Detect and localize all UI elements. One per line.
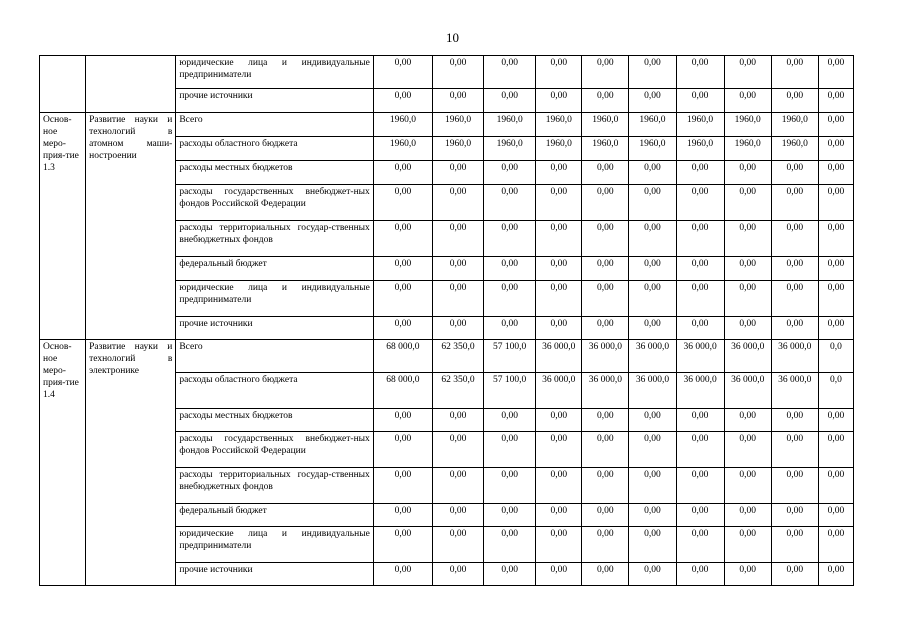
amount-cell: 57 100,0 bbox=[484, 340, 536, 373]
amount-cell: 0,00 bbox=[373, 409, 432, 432]
amount-cell: 36 000,0 bbox=[676, 373, 724, 409]
amount-cell: 1960,0 bbox=[536, 113, 582, 137]
amount-cell: 0,00 bbox=[582, 89, 629, 113]
amount-cell: 0,00 bbox=[484, 56, 536, 89]
amount-cell: 0,00 bbox=[676, 317, 724, 340]
amount-cell: 0,00 bbox=[373, 281, 432, 317]
amount-cell: 0,00 bbox=[536, 257, 582, 281]
amount-cell: 1960,0 bbox=[771, 113, 818, 137]
amount-cell: 0,00 bbox=[724, 504, 771, 527]
funding-source-cell: расходы местных бюджетов bbox=[176, 409, 373, 432]
amount-cell: 0,00 bbox=[484, 409, 536, 432]
amount-cell: 0,00 bbox=[629, 221, 676, 257]
amount-cell: 0,00 bbox=[582, 468, 629, 504]
amount-cell: 0,00 bbox=[582, 432, 629, 468]
amount-cell: 0,00 bbox=[818, 113, 853, 137]
amount-cell: 0,00 bbox=[432, 432, 483, 468]
amount-cell: 0,00 bbox=[536, 409, 582, 432]
amount-cell: 57 100,0 bbox=[484, 373, 536, 409]
amount-cell: 0,00 bbox=[724, 89, 771, 113]
amount-cell: 0,00 bbox=[724, 281, 771, 317]
amount-cell: 1960,0 bbox=[582, 137, 629, 161]
activity-code-cell: Основ-ное меро-прия-тие 1.4 bbox=[40, 340, 86, 586]
activity-name-cell: Развитие науки и технологий в атомном маши-ностроении bbox=[86, 113, 176, 340]
budget-table bbox=[39, 55, 854, 586]
amount-cell: 0,00 bbox=[373, 527, 432, 563]
amount-cell: 36 000,0 bbox=[724, 373, 771, 409]
amount-cell: 0,00 bbox=[818, 468, 853, 504]
activity-code-cell: Основ-ное меро-прия-тие 1.3 bbox=[40, 113, 86, 340]
funding-source-cell: федеральный бюджет bbox=[176, 504, 373, 527]
amount-cell: 0,00 bbox=[432, 468, 483, 504]
funding-source-cell: расходы территориальных государ-ственных внебюджетных фондов bbox=[176, 221, 373, 257]
amount-cell: 0,00 bbox=[484, 221, 536, 257]
amount-cell: 0,00 bbox=[582, 527, 629, 563]
amount-cell: 0,00 bbox=[771, 563, 818, 586]
amount-cell: 0,0 bbox=[818, 373, 853, 409]
table-row bbox=[40, 340, 854, 373]
funding-source-cell: расходы государственных внебюджет-ных фондов Российской Федерации bbox=[176, 432, 373, 468]
amount-cell: 0,00 bbox=[373, 221, 432, 257]
amount-cell: 0,00 bbox=[629, 432, 676, 468]
amount-cell: 0,00 bbox=[676, 563, 724, 586]
amount-cell: 0,00 bbox=[484, 563, 536, 586]
amount-cell: 0,00 bbox=[724, 409, 771, 432]
amount-cell: 1960,0 bbox=[484, 113, 536, 137]
amount-cell: 36 000,0 bbox=[536, 373, 582, 409]
amount-cell: 0,00 bbox=[432, 56, 483, 89]
funding-source-cell: юридические лица и индивидуальные предприниматели bbox=[176, 56, 373, 89]
amount-cell: 0,00 bbox=[724, 257, 771, 281]
amount-cell: 0,00 bbox=[676, 257, 724, 281]
amount-cell: 0,00 bbox=[373, 468, 432, 504]
amount-cell: 62 350,0 bbox=[432, 340, 483, 373]
amount-cell: 0,00 bbox=[536, 527, 582, 563]
amount-cell: 36 000,0 bbox=[582, 340, 629, 373]
amount-cell: 0,00 bbox=[432, 185, 483, 221]
amount-cell: 36 000,0 bbox=[771, 340, 818, 373]
amount-cell: 0,00 bbox=[536, 468, 582, 504]
amount-cell: 0,00 bbox=[432, 221, 483, 257]
amount-cell: 0,00 bbox=[771, 221, 818, 257]
amount-cell: 0,00 bbox=[536, 432, 582, 468]
amount-cell: 0,00 bbox=[818, 221, 853, 257]
activity-name-cell bbox=[86, 56, 176, 113]
funding-source-cell: федеральный бюджет bbox=[176, 257, 373, 281]
amount-cell: 0,00 bbox=[629, 468, 676, 504]
amount-cell: 0,00 bbox=[582, 161, 629, 185]
amount-cell: 0,00 bbox=[629, 317, 676, 340]
amount-cell: 68 000,0 bbox=[373, 340, 432, 373]
amount-cell: 36 000,0 bbox=[629, 340, 676, 373]
amount-cell: 0,00 bbox=[629, 563, 676, 586]
amount-cell: 0,00 bbox=[771, 409, 818, 432]
budget-table-body bbox=[40, 56, 854, 586]
amount-cell: 0,00 bbox=[629, 56, 676, 89]
amount-cell: 0,00 bbox=[818, 89, 853, 113]
amount-cell: 0,00 bbox=[724, 527, 771, 563]
amount-cell: 0,00 bbox=[676, 56, 724, 89]
amount-cell: 0,00 bbox=[629, 257, 676, 281]
amount-cell: 0,00 bbox=[724, 432, 771, 468]
amount-cell: 1960,0 bbox=[676, 137, 724, 161]
amount-cell: 1960,0 bbox=[771, 137, 818, 161]
amount-cell: 1960,0 bbox=[629, 113, 676, 137]
amount-cell: 0,00 bbox=[536, 563, 582, 586]
amount-cell: 0,00 bbox=[432, 563, 483, 586]
amount-cell: 1960,0 bbox=[724, 113, 771, 137]
amount-cell: 0,00 bbox=[536, 89, 582, 113]
amount-cell: 1960,0 bbox=[432, 113, 483, 137]
amount-cell: 0,00 bbox=[771, 257, 818, 281]
amount-cell: 0,00 bbox=[771, 185, 818, 221]
amount-cell: 0,00 bbox=[484, 527, 536, 563]
amount-cell: 0,00 bbox=[582, 563, 629, 586]
amount-cell: 0,00 bbox=[432, 89, 483, 113]
amount-cell: 0,00 bbox=[432, 257, 483, 281]
amount-cell: 0,00 bbox=[676, 161, 724, 185]
amount-cell: 0,00 bbox=[484, 257, 536, 281]
amount-cell: 1960,0 bbox=[432, 137, 483, 161]
amount-cell: 0,00 bbox=[676, 281, 724, 317]
amount-cell: 0,00 bbox=[432, 317, 483, 340]
amount-cell: 36 000,0 bbox=[582, 373, 629, 409]
amount-cell: 0,00 bbox=[724, 317, 771, 340]
amount-cell: 0,00 bbox=[484, 468, 536, 504]
amount-cell: 0,00 bbox=[771, 161, 818, 185]
amount-cell: 0,00 bbox=[818, 281, 853, 317]
amount-cell: 0,00 bbox=[724, 185, 771, 221]
amount-cell: 0,00 bbox=[818, 185, 853, 221]
amount-cell: 0,00 bbox=[373, 257, 432, 281]
amount-cell: 62 350,0 bbox=[432, 373, 483, 409]
amount-cell: 1960,0 bbox=[724, 137, 771, 161]
table-row bbox=[40, 56, 854, 89]
amount-cell: 0,00 bbox=[582, 257, 629, 281]
funding-source-cell: прочие источники bbox=[176, 317, 373, 340]
amount-cell: 0,00 bbox=[629, 89, 676, 113]
amount-cell: 0,00 bbox=[771, 468, 818, 504]
amount-cell: 0,00 bbox=[536, 281, 582, 317]
funding-source-cell: расходы областного бюджета bbox=[176, 137, 373, 161]
amount-cell: 1960,0 bbox=[373, 137, 432, 161]
amount-cell: 0,00 bbox=[724, 221, 771, 257]
amount-cell: 1960,0 bbox=[536, 137, 582, 161]
amount-cell: 0,00 bbox=[536, 504, 582, 527]
amount-cell: 0,00 bbox=[771, 527, 818, 563]
funding-source-cell: расходы территориальных государ-ственных внебюджетных фондов bbox=[176, 468, 373, 504]
funding-source-cell: расходы местных бюджетов bbox=[176, 161, 373, 185]
amount-cell: 0,00 bbox=[484, 504, 536, 527]
amount-cell: 0,00 bbox=[771, 504, 818, 527]
amount-cell: 68 000,0 bbox=[373, 373, 432, 409]
amount-cell: 0,00 bbox=[373, 317, 432, 340]
amount-cell: 0,00 bbox=[582, 409, 629, 432]
amount-cell: 0,00 bbox=[676, 504, 724, 527]
funding-source-cell: Всего bbox=[176, 113, 373, 137]
amount-cell: 0,0 bbox=[818, 340, 853, 373]
amount-cell: 0,00 bbox=[373, 432, 432, 468]
amount-cell: 0,00 bbox=[676, 409, 724, 432]
amount-cell: 0,00 bbox=[771, 89, 818, 113]
amount-cell: 0,00 bbox=[676, 89, 724, 113]
amount-cell: 0,00 bbox=[484, 281, 536, 317]
amount-cell: 0,00 bbox=[582, 281, 629, 317]
amount-cell: 0,00 bbox=[582, 317, 629, 340]
amount-cell: 0,00 bbox=[629, 161, 676, 185]
funding-source-cell: юридические лица и индивидуальные предприниматели bbox=[176, 527, 373, 563]
amount-cell: 0,00 bbox=[484, 161, 536, 185]
amount-cell: 0,00 bbox=[536, 317, 582, 340]
amount-cell: 0,00 bbox=[484, 432, 536, 468]
amount-cell: 0,00 bbox=[818, 432, 853, 468]
amount-cell: 0,00 bbox=[373, 504, 432, 527]
amount-cell: 0,00 bbox=[373, 56, 432, 89]
amount-cell: 0,00 bbox=[629, 409, 676, 432]
amount-cell: 0,00 bbox=[373, 89, 432, 113]
amount-cell: 1960,0 bbox=[676, 113, 724, 137]
amount-cell: 0,00 bbox=[818, 527, 853, 563]
amount-cell: 0,00 bbox=[432, 161, 483, 185]
amount-cell: 0,00 bbox=[484, 89, 536, 113]
amount-cell: 0,00 bbox=[629, 185, 676, 221]
amount-cell: 0,00 bbox=[629, 527, 676, 563]
amount-cell: 1960,0 bbox=[484, 137, 536, 161]
amount-cell: 0,00 bbox=[629, 281, 676, 317]
funding-source-cell: прочие источники bbox=[176, 89, 373, 113]
amount-cell: 36 000,0 bbox=[724, 340, 771, 373]
amount-cell: 36 000,0 bbox=[676, 340, 724, 373]
amount-cell: 0,00 bbox=[771, 56, 818, 89]
activity-code-cell bbox=[40, 56, 86, 113]
amount-cell: 0,00 bbox=[582, 185, 629, 221]
amount-cell: 0,00 bbox=[818, 317, 853, 340]
amount-cell: 0,00 bbox=[373, 563, 432, 586]
amount-cell: 0,00 bbox=[818, 137, 853, 161]
amount-cell: 0,00 bbox=[536, 56, 582, 89]
amount-cell: 0,00 bbox=[373, 161, 432, 185]
amount-cell: 0,00 bbox=[771, 317, 818, 340]
amount-cell: 0,00 bbox=[432, 504, 483, 527]
amount-cell: 0,00 bbox=[676, 221, 724, 257]
amount-cell: 0,00 bbox=[484, 185, 536, 221]
amount-cell: 0,00 bbox=[432, 409, 483, 432]
amount-cell: 0,00 bbox=[536, 161, 582, 185]
amount-cell: 0,00 bbox=[818, 161, 853, 185]
amount-cell: 0,00 bbox=[818, 504, 853, 527]
funding-source-cell: юридические лица и индивидуальные предприниматели bbox=[176, 281, 373, 317]
amount-cell: 36 000,0 bbox=[629, 373, 676, 409]
amount-cell: 0,00 bbox=[724, 56, 771, 89]
activity-name-cell: Развитие науки и технологий в электронике bbox=[86, 340, 176, 586]
table-row bbox=[40, 113, 854, 137]
amount-cell: 0,00 bbox=[724, 161, 771, 185]
funding-source-cell: расходы государственных внебюджет-ных фондов Российской Федерации bbox=[176, 185, 373, 221]
amount-cell: 0,00 bbox=[629, 504, 676, 527]
amount-cell: 0,00 bbox=[676, 468, 724, 504]
amount-cell: 0,00 bbox=[818, 409, 853, 432]
amount-cell: 0,00 bbox=[818, 563, 853, 586]
amount-cell: 0,00 bbox=[582, 221, 629, 257]
amount-cell: 0,00 bbox=[432, 527, 483, 563]
amount-cell: 0,00 bbox=[771, 281, 818, 317]
amount-cell: 36 000,0 bbox=[536, 340, 582, 373]
funding-source-cell: Всего bbox=[176, 340, 373, 373]
amount-cell: 36 000,0 bbox=[771, 373, 818, 409]
amount-cell: 0,00 bbox=[676, 527, 724, 563]
funding-source-cell: расходы областного бюджета bbox=[176, 373, 373, 409]
amount-cell: 0,00 bbox=[484, 317, 536, 340]
amount-cell: 0,00 bbox=[373, 185, 432, 221]
amount-cell: 0,00 bbox=[676, 185, 724, 221]
funding-source-cell: прочие источники bbox=[176, 563, 373, 586]
amount-cell: 0,00 bbox=[676, 432, 724, 468]
amount-cell: 0,00 bbox=[818, 257, 853, 281]
page-number: 10 bbox=[446, 30, 459, 45]
amount-cell: 0,00 bbox=[724, 563, 771, 586]
amount-cell: 0,00 bbox=[432, 281, 483, 317]
amount-cell: 1960,0 bbox=[373, 113, 432, 137]
amount-cell: 0,00 bbox=[582, 504, 629, 527]
amount-cell: 1960,0 bbox=[582, 113, 629, 137]
amount-cell: 0,00 bbox=[582, 56, 629, 89]
amount-cell: 0,00 bbox=[818, 56, 853, 89]
amount-cell: 1960,0 bbox=[629, 137, 676, 161]
amount-cell: 0,00 bbox=[536, 185, 582, 221]
amount-cell: 0,00 bbox=[771, 432, 818, 468]
amount-cell: 0,00 bbox=[724, 468, 771, 504]
amount-cell: 0,00 bbox=[536, 221, 582, 257]
